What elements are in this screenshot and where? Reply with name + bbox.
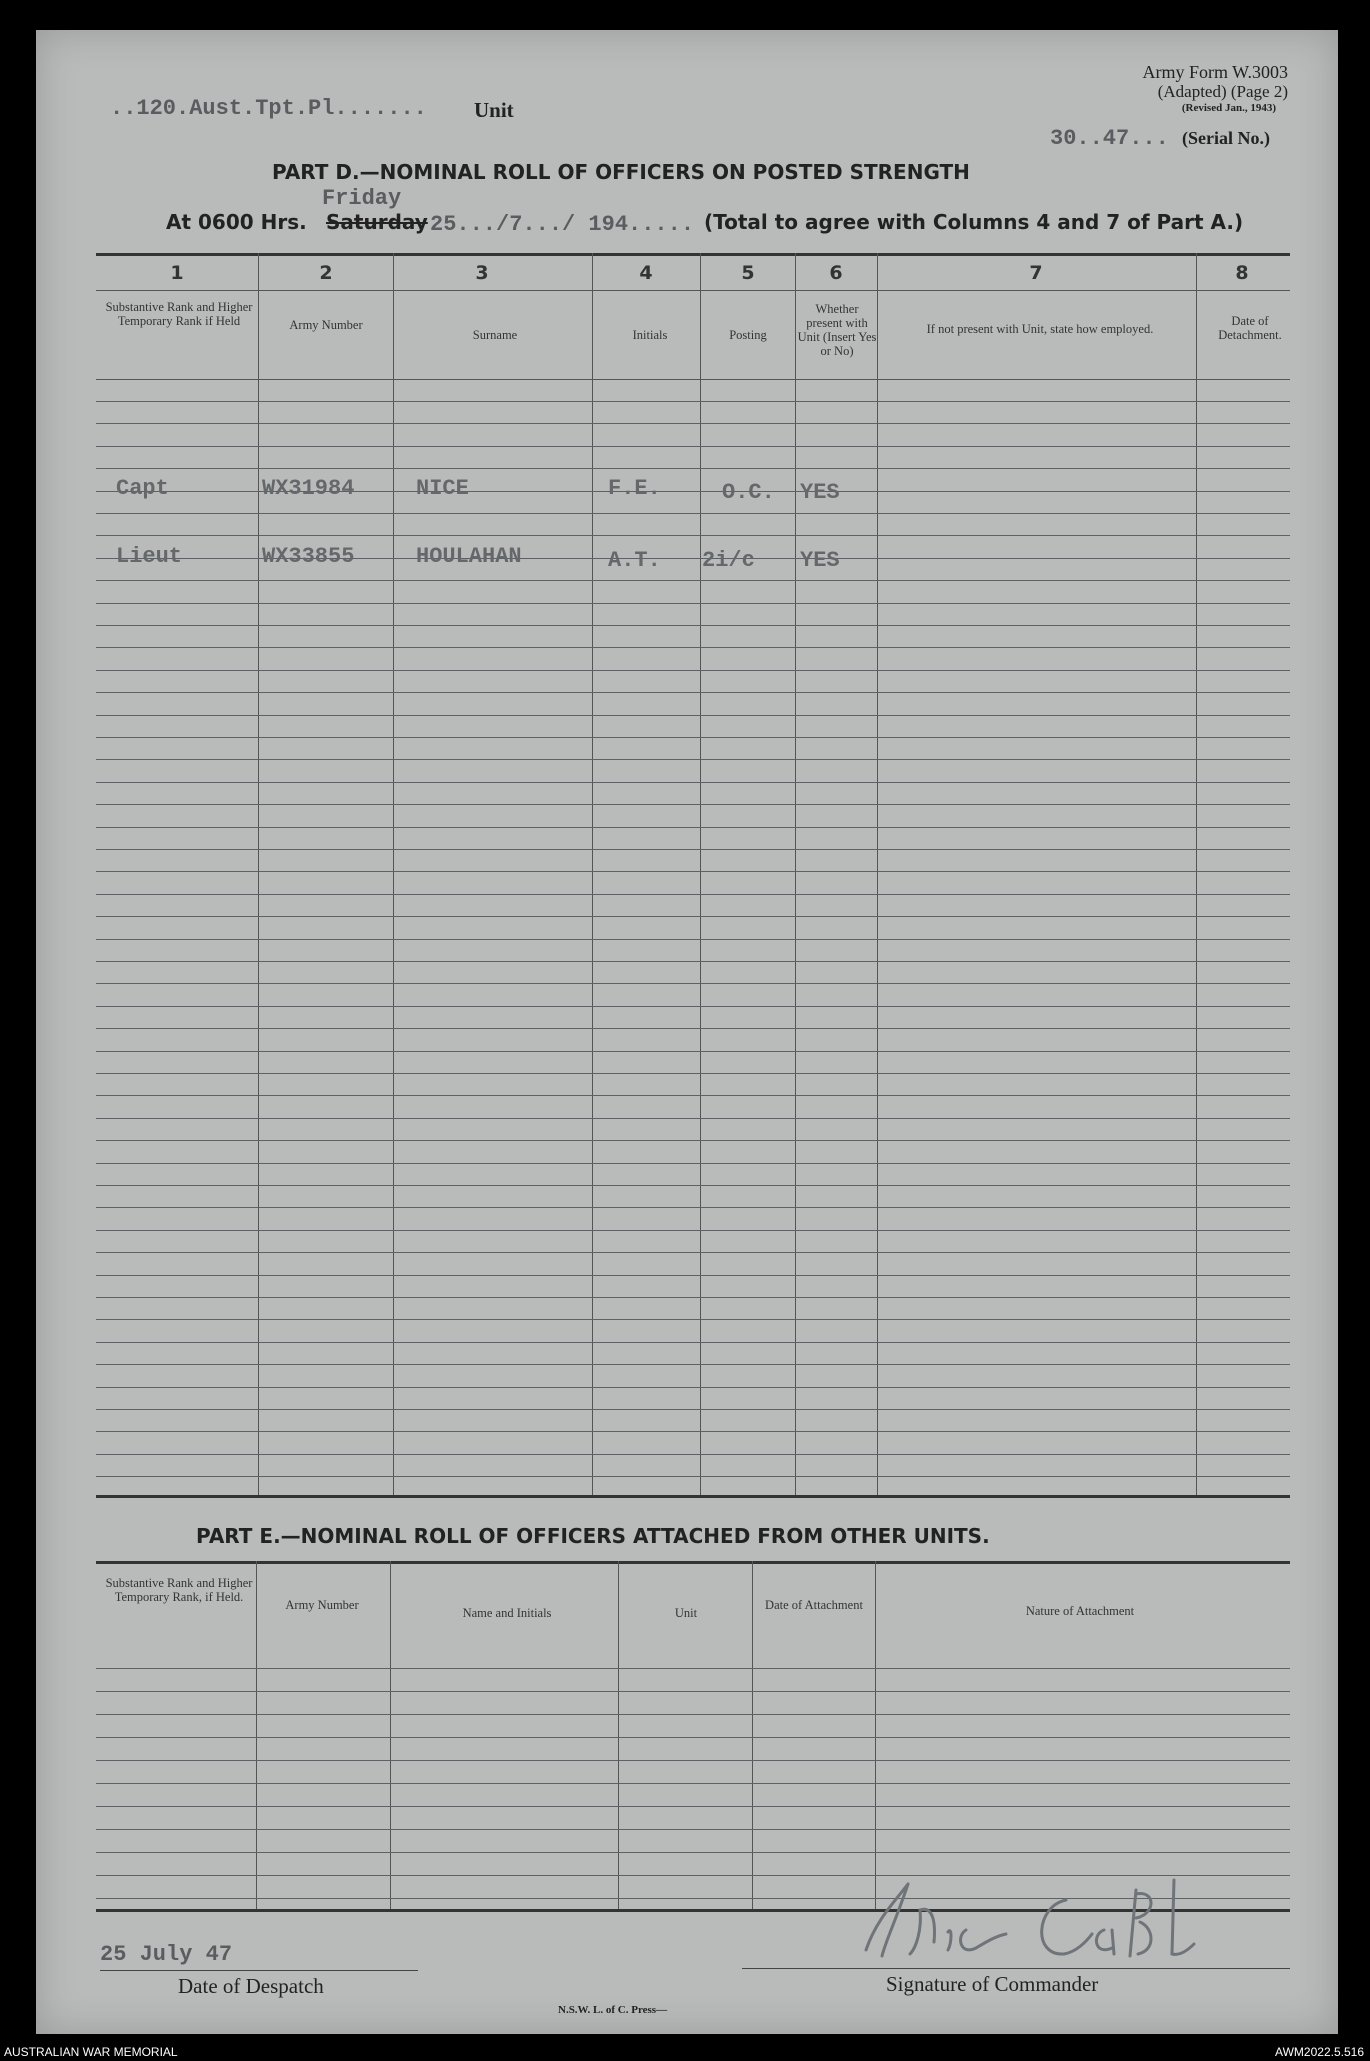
serial-value: 30..47...	[1050, 126, 1169, 151]
row-rule	[96, 513, 1290, 514]
row-rule	[96, 715, 1290, 716]
row-rule	[96, 1364, 1290, 1365]
column-number: 2	[319, 262, 333, 284]
row-rule	[96, 849, 1290, 850]
row-rule	[96, 759, 1290, 760]
part-e-title: PART E.—NOMINAL ROLL OF OFFICERS ATTACHED FROM OTHER UNITS.	[196, 1524, 990, 1548]
row-rule	[96, 423, 1290, 424]
col-divider	[795, 253, 796, 1495]
row-rule	[96, 1806, 1290, 1807]
date-value: 25.../7.../ 194.....	[430, 212, 695, 237]
header-present: Whether present with Unit (Insert Yes or No)	[797, 302, 877, 358]
col-divider	[592, 253, 593, 1495]
column-number: 7	[1029, 262, 1043, 284]
row-rule	[96, 916, 1290, 917]
row-rule	[96, 580, 1290, 581]
row-rule	[96, 1230, 1290, 1231]
row-rule	[96, 1006, 1290, 1007]
despatch-date-value: 25 July 47	[100, 1942, 233, 1967]
row-rule	[96, 468, 1290, 469]
row-rule	[96, 1783, 1290, 1784]
row-1-initials: F.E.	[608, 476, 661, 501]
header-army-number: Army Number	[289, 318, 363, 332]
row-rule	[96, 1760, 1290, 1761]
day-struck: Saturday	[326, 210, 428, 234]
e-header-name-initials: Name and Initials	[462, 1606, 552, 1620]
commander-signature	[836, 1870, 1296, 1970]
row-rule	[96, 647, 1290, 648]
header-rank: Substantive Rank and Higher Temporary Rank if Held	[105, 300, 253, 328]
column-number: 4	[639, 262, 653, 284]
row-rule	[96, 1409, 1290, 1410]
header-posting: Posting	[729, 328, 767, 342]
row-rule	[96, 1028, 1290, 1029]
e-header-nature: Nature of Attachment	[1025, 1604, 1135, 1618]
row-1-present: YES	[800, 480, 840, 505]
row-2-surname: HOULAHAN	[416, 544, 522, 569]
header-date-detachment: Date of Detachment.	[1218, 314, 1282, 342]
row-1-rank: Capt	[116, 476, 169, 501]
row-2-army-number: WX33855	[262, 544, 355, 569]
header-initials: Initials	[632, 328, 668, 342]
row-1-army-number: WX31984	[262, 476, 355, 501]
row-rule	[96, 1163, 1290, 1164]
row-rule	[96, 1476, 1290, 1477]
col-divider	[877, 253, 878, 1495]
row-rule	[96, 401, 1290, 402]
archive-reference: AWM2022.5.516	[1275, 2045, 1364, 2059]
column-number: 3	[475, 262, 489, 284]
row-rule	[96, 1073, 1290, 1074]
row-rule	[96, 1297, 1290, 1298]
row-rule	[96, 1454, 1290, 1455]
row-rule	[96, 782, 1290, 783]
row-rule	[96, 1252, 1290, 1253]
row-2-posting: 2i/c	[702, 548, 755, 573]
form-adapted: (Adapted) (Page 2)	[1157, 82, 1288, 101]
col-divider	[393, 253, 394, 1495]
unit-value: ..120.Aust.Tpt.Pl.......	[110, 96, 427, 121]
row-rule	[96, 535, 1290, 536]
row-rule	[96, 804, 1290, 805]
press-note: N.S.W. L. of C. Press—	[558, 2004, 668, 2016]
row-rule	[96, 1342, 1290, 1343]
row-rule	[96, 1095, 1290, 1096]
despatch-date-line	[100, 1970, 418, 1971]
col-divider	[258, 253, 259, 1495]
row-2-present: YES	[800, 548, 840, 573]
col-divider	[390, 1561, 391, 1909]
col-divider	[1196, 253, 1197, 1495]
e-header-army-number: Army Number	[285, 1598, 359, 1612]
header-bottom-rule	[96, 379, 1290, 380]
column-number-rule	[96, 290, 1290, 291]
column-number: 6	[829, 262, 843, 284]
table-top-rule	[96, 253, 1290, 256]
despatch-date-label: Date of Despatch	[178, 1974, 324, 1998]
total-note: (Total to agree with Columns 4 and 7 of Part A.)	[704, 210, 1244, 234]
row-2-rank: Lieut	[116, 544, 183, 569]
row-rule	[96, 625, 1290, 626]
part-d-title: PART D.—NOMINAL ROLL OF OFFICERS ON POSTED STRENGTH	[272, 160, 970, 184]
row-rule	[96, 446, 1290, 447]
table-bottom-rule	[96, 1495, 1290, 1498]
row-rule	[96, 1275, 1290, 1276]
row-rule	[96, 737, 1290, 738]
row-rule	[96, 1431, 1290, 1432]
row-rule	[96, 1737, 1290, 1738]
row-rule	[96, 603, 1290, 604]
e-header-unit: Unit	[674, 1606, 698, 1620]
row-rule	[96, 1140, 1290, 1141]
column-number: 5	[741, 262, 755, 284]
row-rule	[96, 670, 1290, 671]
row-rule	[96, 939, 1290, 940]
e-header-date-attachment: Date of Attachment	[765, 1598, 863, 1612]
row-rule	[96, 692, 1290, 693]
header-surname: Surname	[472, 328, 518, 342]
row-1-posting: O.C.	[722, 480, 775, 505]
unit-label: Unit	[474, 98, 514, 122]
header-how-employed: If not present with Unit, state how employed.	[926, 322, 1154, 336]
column-number: 1	[170, 262, 184, 284]
row-rule	[96, 983, 1290, 984]
row-rule	[96, 1714, 1290, 1715]
form-title: Army Form W.3003	[1142, 62, 1288, 82]
row-rule	[96, 1051, 1290, 1052]
column-number: 8	[1235, 262, 1249, 284]
row-1-surname: NICE	[416, 476, 469, 501]
row-rule	[96, 871, 1290, 872]
row-rule	[96, 1118, 1290, 1119]
col-divider	[256, 1561, 257, 1909]
row-rule	[96, 1691, 1290, 1692]
part-e-top-rule	[96, 1561, 1290, 1564]
row-2-initials: A.T.	[608, 548, 661, 573]
col-divider	[700, 253, 701, 1495]
row-rule	[96, 1387, 1290, 1388]
col-divider	[752, 1561, 753, 1909]
col-divider	[618, 1561, 619, 1909]
row-rule	[96, 1185, 1290, 1186]
row-rule	[96, 1207, 1290, 1208]
row-rule	[96, 1319, 1290, 1320]
row-rule	[96, 894, 1290, 895]
serial-label: (Serial No.)	[1182, 128, 1270, 148]
form-revised: (Revised Jan., 1943)	[1181, 102, 1276, 114]
col-divider	[875, 1561, 876, 1909]
signature-label: Signature of Commander	[886, 1972, 1099, 1996]
row-rule	[96, 1829, 1290, 1830]
archive-label: AUSTRALIAN WAR MEMORIAL	[4, 2045, 178, 2059]
row-rule	[96, 1852, 1290, 1853]
e-header-rank: Substantive Rank and Higher Temporary Rank, if Held.	[105, 1576, 253, 1604]
row-rule	[96, 827, 1290, 828]
at-hours-prefix: At 0600 Hrs.	[166, 210, 307, 234]
row-rule	[96, 961, 1290, 962]
day-typed: Friday	[322, 186, 402, 211]
row-rule	[96, 1668, 1290, 1669]
